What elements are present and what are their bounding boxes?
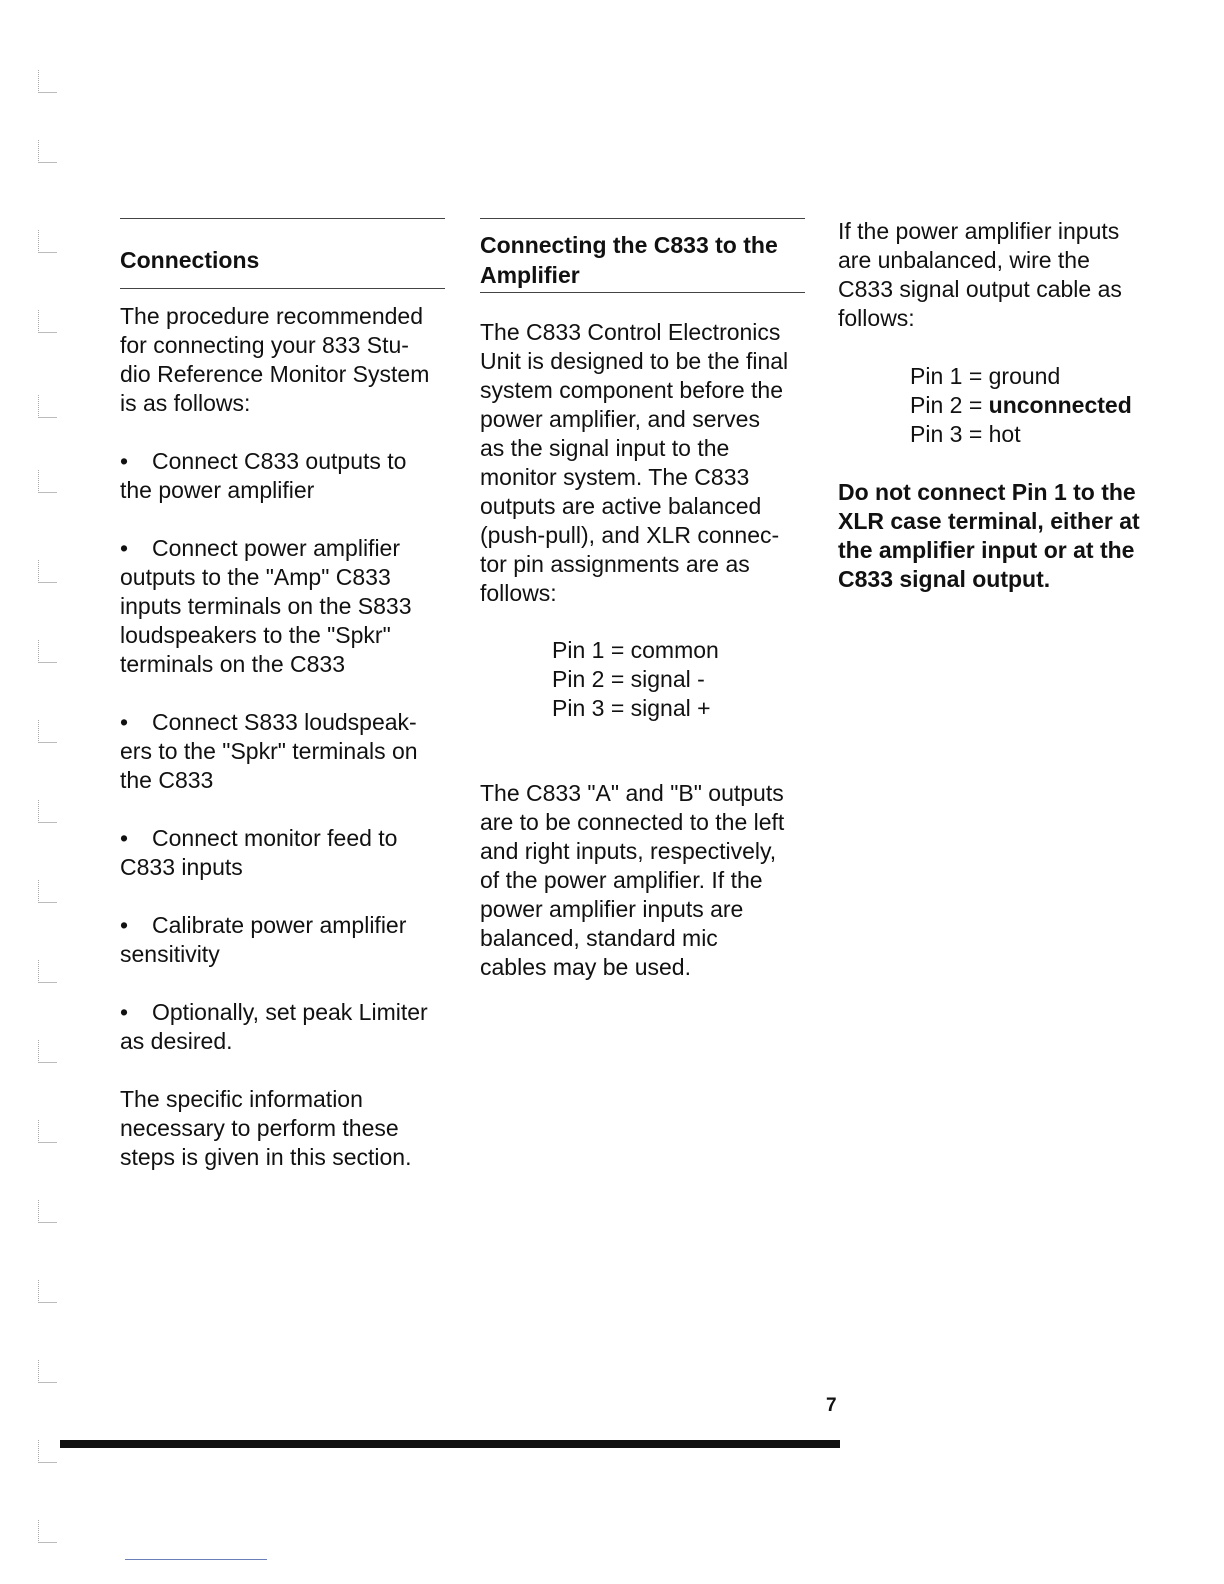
text-line: as the signal input to the xyxy=(480,435,730,461)
text-line: follows: xyxy=(480,580,557,606)
text-line: as desired. xyxy=(120,1028,233,1054)
bullet-item xyxy=(120,824,445,882)
text-line: Unit is designed to be the final xyxy=(480,348,789,374)
text-line: loudspeakers to the "Spkr" xyxy=(120,622,391,648)
text-line: sensitivity xyxy=(120,941,220,967)
text-line: system component before the xyxy=(480,377,783,403)
text-line: terminals on the C833 xyxy=(120,651,346,677)
text-line: C833 inputs xyxy=(120,854,243,880)
footer-bar xyxy=(60,1440,840,1448)
text-line: • Optionally, set peak Limiter xyxy=(120,999,428,1025)
bullet-dot: • xyxy=(120,709,129,735)
text-line: • Connect C833 outputs to xyxy=(120,448,407,474)
outputs-paragraph xyxy=(480,779,805,982)
text-line: outputs are active balanced xyxy=(480,493,762,519)
bullet-dot: • xyxy=(120,999,129,1025)
rule-bottom xyxy=(480,292,805,293)
text-line: is as follows: xyxy=(120,390,251,416)
text-line: • Connect monitor feed to xyxy=(120,825,398,851)
text-line: C833 signal output cable as xyxy=(838,276,1122,302)
column-unbalanced xyxy=(838,217,1178,594)
pin-line: Pin 3 = signal + xyxy=(552,695,711,721)
bullet-dot: • xyxy=(120,448,129,474)
text-line: Connecting the C833 to the xyxy=(480,232,778,258)
pin-assignments-unbalanced xyxy=(838,362,1178,449)
rule-top xyxy=(120,218,445,219)
section-heading-amplifier xyxy=(480,230,805,290)
text-line: of the power amplifier. If the xyxy=(480,867,763,893)
text-line: power amplifier, and serves xyxy=(480,406,760,432)
closing-paragraph xyxy=(120,1085,445,1172)
amplifier-paragraph xyxy=(480,318,805,608)
unbalanced-paragraph xyxy=(838,217,1178,333)
text-line: for connecting your 833 Stu- xyxy=(120,332,409,358)
text-line: (push-pull), and XLR connec- xyxy=(480,522,780,548)
text-line: power amplifier inputs are xyxy=(480,896,744,922)
pin-line: Pin 1 = common xyxy=(552,637,719,663)
text-line: follows: xyxy=(838,305,915,331)
column-connecting-amplifier xyxy=(480,218,805,982)
bullet-item xyxy=(120,911,445,969)
text-line: C833 signal output. xyxy=(838,566,1051,592)
pin-assignments-balanced xyxy=(480,636,805,723)
text-line: The C833 Control Electronics xyxy=(480,319,781,345)
text-line: The specific information xyxy=(120,1086,363,1112)
text-line: • Calibrate power amplifier xyxy=(120,912,407,938)
scan-margin-marks xyxy=(30,30,60,1550)
text-line: the power amplifier xyxy=(120,477,315,503)
text-line: Do not connect Pin 1 to the xyxy=(838,479,1136,505)
bullet-item xyxy=(120,447,445,505)
bullet-dot: • xyxy=(120,825,129,851)
pin-line: Pin 2 = signal - xyxy=(552,666,705,692)
footer-underline xyxy=(125,1559,267,1560)
bullet-item xyxy=(120,534,445,679)
pin-line: Pin 1 = ground xyxy=(910,363,1061,389)
section-heading-connections: Connections xyxy=(120,247,260,273)
text-line: are to be connected to the left xyxy=(480,809,785,835)
text-line: Amplifier xyxy=(480,262,580,288)
bullet-item xyxy=(120,998,445,1056)
text-line: the amplifier input or at the xyxy=(838,537,1135,563)
text-line: steps is given in this section. xyxy=(120,1144,412,1170)
text-line: tor pin assignments are as xyxy=(480,551,750,577)
intro-paragraph xyxy=(120,302,445,418)
text-line: ers to the "Spkr" terminals on xyxy=(120,738,418,764)
text-line: the C833 xyxy=(120,767,214,793)
bullet-item xyxy=(120,708,445,795)
text-line: and right inputs, respectively, xyxy=(480,838,777,864)
warning-text xyxy=(838,478,1178,594)
rule-top xyxy=(480,218,805,219)
text-line: XLR case terminal, either at xyxy=(838,508,1140,534)
text-line: outputs to the "Amp" C833 xyxy=(120,564,391,590)
text-line: cables may be used. xyxy=(480,954,691,980)
page-number: 7 xyxy=(826,1395,837,1416)
rule-bottom xyxy=(120,288,445,289)
text-line: necessary to perform these xyxy=(120,1115,399,1141)
text-line: are unbalanced, wire the xyxy=(838,247,1090,273)
text-line: monitor system. The C833 xyxy=(480,464,750,490)
text-line: If the power amplifier inputs xyxy=(838,218,1120,244)
text-line: balanced, standard mic xyxy=(480,925,718,951)
text-line: • Connect power amplifier xyxy=(120,535,401,561)
text-line: • Connect S833 loudspeak- xyxy=(120,709,417,735)
text-line: inputs terminals on the S833 xyxy=(120,593,412,619)
text-line: The procedure recommended xyxy=(120,303,423,329)
column-connections xyxy=(120,218,445,1172)
text-line: The C833 "A" and "B" outputs xyxy=(480,780,784,806)
bullet-dot: • xyxy=(120,535,129,561)
text-line: dio Reference Monitor System xyxy=(120,361,430,387)
bullet-dot: • xyxy=(120,912,129,938)
pin-line: Pin 3 = hot xyxy=(910,421,1021,447)
pin-line: Pin 2 = unconnected xyxy=(910,392,1132,418)
